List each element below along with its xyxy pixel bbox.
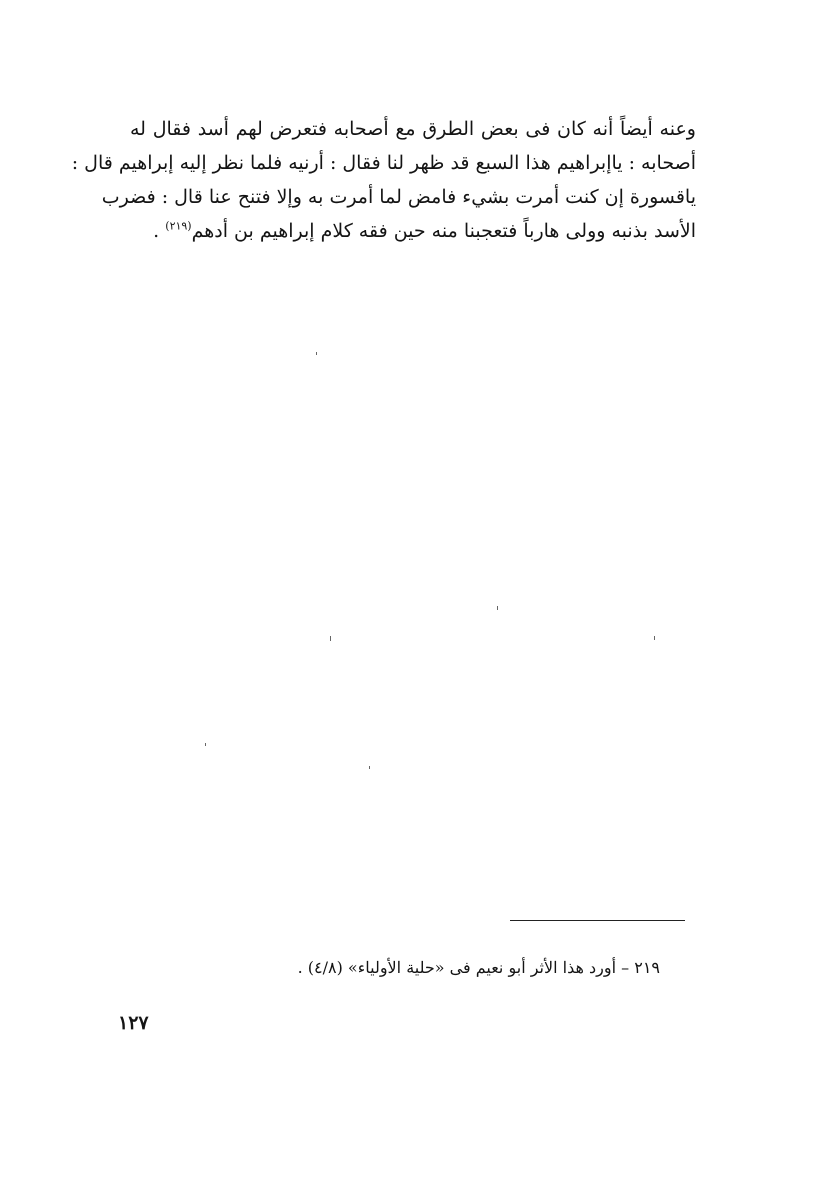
- scan-speck: [316, 352, 317, 355]
- paragraph-line-text: الأسد بذنبه وولى هارباً فتعجبنا منه حين فقه كلام إبراهيم بن أدهم: [191, 220, 696, 242]
- footnote-separator: [510, 920, 685, 921]
- paragraph-line: أصحابه : ياإبراهيم هذا السبع قد ظهر لنا فقال : أرنيه فلما نظر إليه إبراهيم قال :: [71, 152, 696, 174]
- paragraph-line-last: [130, 214, 696, 248]
- main-paragraph: [71, 112, 696, 248]
- footnote: ٢١٩ – أورد هذا الأثر أبو نعيم فى «حلية الأولياء» (٤/٨) .: [297, 958, 660, 977]
- scan-speck: [330, 636, 331, 641]
- paragraph-line: ياقسورة إن كنت أمرت بشيء فامض لما أمرت به وإلا فتنح عنا قال : فضرب: [101, 186, 696, 208]
- page-number: ١٢٧: [118, 1012, 149, 1034]
- end-punctuation: .: [153, 220, 166, 242]
- scan-speck: [497, 606, 498, 610]
- scan-speck: [369, 766, 370, 769]
- paragraph-line: وعنه أيضاً أنه كان فى بعض الطرق مع أصحابه فتعرض لهم أسد فقال له: [130, 118, 696, 140]
- scan-speck: [654, 636, 655, 640]
- footnote-reference: (٢١٩): [165, 219, 192, 233]
- scan-speck: [205, 743, 206, 746]
